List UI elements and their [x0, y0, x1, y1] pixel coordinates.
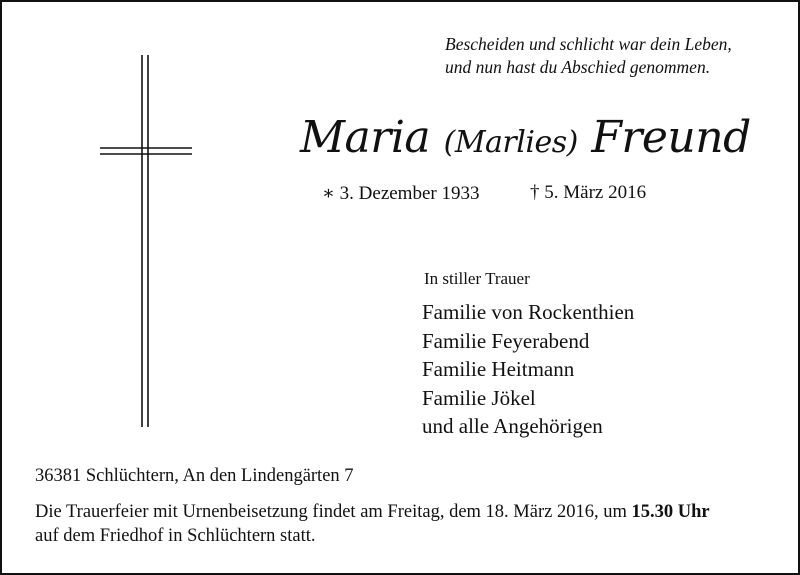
mourner-line: Familie von Rockenthien — [422, 300, 635, 324]
motto-line-2: und nun hast du Abschied genommen. — [445, 57, 711, 77]
nickname: (Marlies) — [443, 125, 578, 160]
funeral-line-1 — [35, 500, 710, 524]
funeral-info — [35, 500, 710, 548]
mourner-line: Familie Feyerabend — [422, 328, 590, 353]
mourning-intro: In stiller Trauer — [424, 269, 530, 288]
funeral-line-2: auf dem Friedhof in Schlüchtern statt. — [35, 526, 316, 546]
funeral-line-1-text: Die Trauerfeier mit Urnenbeisetzung findet am Freitag, dem 18. März 2016, um — [35, 502, 632, 522]
cross-icon — [100, 55, 192, 427]
family-address: 36381 Schlüchtern, An den Lindengärten 7 — [35, 466, 354, 486]
deceased-name — [300, 110, 751, 171]
mourner-line: und alle Angehörigen — [422, 414, 603, 438]
last-name: Freund — [591, 112, 751, 163]
memorial-motto — [445, 33, 732, 79]
funeral-time: 15.30 Uhr — [631, 502, 710, 522]
first-name: Maria — [300, 112, 431, 163]
death-date: † 5. März 2016 — [530, 182, 647, 203]
mourner-line: Familie Jökel — [422, 385, 536, 410]
mourners-list — [422, 298, 634, 441]
motto-line-1: Bescheiden und schlicht war dein Leben, — [445, 34, 732, 54]
birth-date: ∗ 3. Dezember 1933 — [322, 183, 480, 204]
mourner-line: Familie Heitmann — [422, 357, 575, 381]
